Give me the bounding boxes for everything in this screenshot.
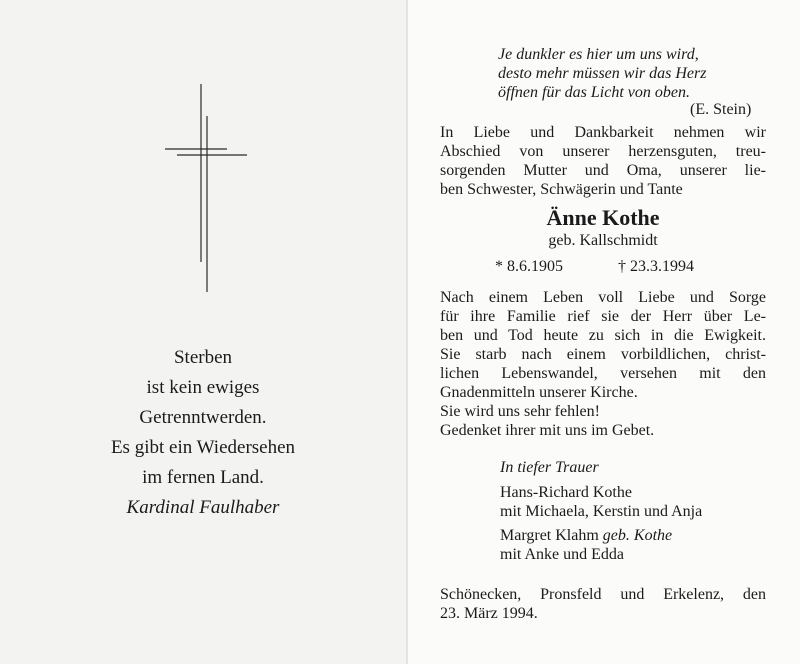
body-line: lichen Lebenswandel, versehen mit den xyxy=(440,365,766,382)
intro-line: sorgenden Mutter und Oma, unserer lie- xyxy=(440,162,766,179)
body-line: Gnadenmitteln unserer Kirche. xyxy=(440,384,638,401)
body-paragraph xyxy=(440,288,766,440)
intro-paragraph xyxy=(440,123,766,199)
motto-line: Je dunkler es hier um uns wird, xyxy=(498,46,699,63)
verse-author: Kardinal Faulhaber xyxy=(126,497,280,518)
motto-line: desto mehr müssen wir das Herz xyxy=(498,65,707,82)
mourner-family: mit Anke und Edda xyxy=(500,546,624,563)
body-line: Nach einem Leben voll Liebe und Sorge xyxy=(440,289,766,306)
body-line: für ihre Familie rief sie der Herr über Le- xyxy=(440,308,766,325)
body-line: Sie wird uns sehr fehlen! xyxy=(440,403,600,420)
deceased-name: Änne Kothe xyxy=(546,205,660,230)
birth-name: geb. Kallschmidt xyxy=(548,232,658,249)
intro-line: ben Schwester, Schwägerin und Tante xyxy=(440,181,683,198)
verse-line: Getrenntwerden. xyxy=(139,407,267,428)
intro-line: In Liebe und Dankbarkeit nehmen wir xyxy=(440,124,766,141)
verse-line: Sterben xyxy=(173,347,233,368)
verse-line: im fernen Land. xyxy=(142,467,264,488)
verse-line: ist kein ewiges xyxy=(146,377,260,398)
intro-line: Abschied von unserer herzensguten, treu- xyxy=(440,143,766,160)
motto-quote xyxy=(498,45,762,102)
birth-date: * 8.6.1905 xyxy=(495,258,563,275)
death-date: † 23.3.1994 xyxy=(618,258,694,275)
motto-source: (E. Stein) xyxy=(690,101,752,118)
place-and-date xyxy=(440,585,766,623)
verse-line: Es gibt ein Wiedersehen xyxy=(110,437,296,458)
verse-block xyxy=(0,343,406,523)
body-line: Gedenket ihrer mit uns im Gebet. xyxy=(440,422,655,439)
body-line: ben und Tod heute zu sich in die Ewigkeit. xyxy=(440,327,766,344)
motto-line: öffnen für das Licht von oben. xyxy=(498,84,690,101)
mourner-name: Margret Klahm xyxy=(500,527,599,544)
mourner-family: mit Michaela, Kerstin und Anja xyxy=(500,503,703,520)
mourning-heading: In tiefer Trauer xyxy=(500,459,599,476)
body-line: Sie starb nach einem vorbildlichen, christ- xyxy=(440,346,766,363)
mourners-block xyxy=(500,458,702,564)
date-line: 23. März 1994. xyxy=(440,605,538,622)
place-line: Schönecken, Pronsfeld und Erkelenz, den xyxy=(440,586,766,603)
mourner-name-line xyxy=(500,526,702,545)
mourner-maiden-name: geb. Kothe xyxy=(602,527,673,544)
mourner-name: Hans-Richard Kothe xyxy=(500,484,632,501)
